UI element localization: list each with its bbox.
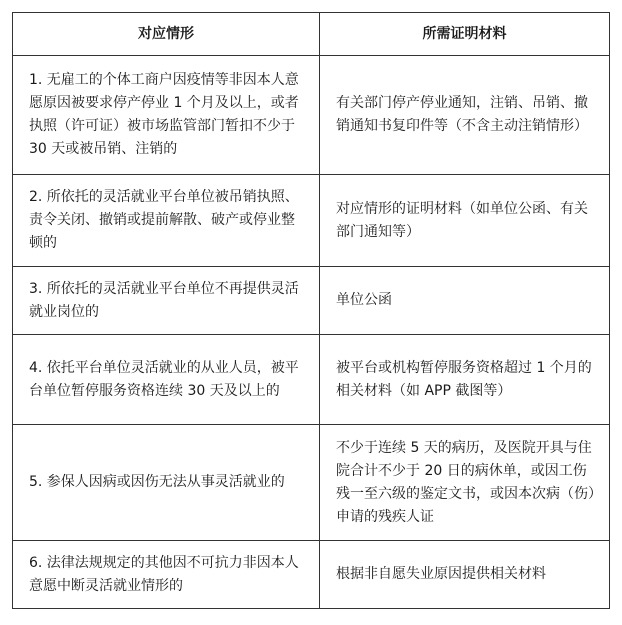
material-cell: 不少于连续 5 天的病历，及医院开具与住院合计不少于 20 日的病休单，或因工伤残一至六级的鉴定文书，或因本次病（伤）申请的残疾人证 xyxy=(320,425,610,541)
material-cell: 有关部门停产停业通知，注销、吊销、撤销通知书复印件等（不含主动注销情形） xyxy=(320,56,610,175)
material-cell: 对应情形的证明材料（如单位公函、有关部门通知等） xyxy=(320,175,610,267)
table-row xyxy=(13,175,610,267)
table-row xyxy=(13,267,610,335)
situation-cell: 5. 参保人因病或因伤无法从事灵活就业的 xyxy=(13,425,320,541)
header-material: 所需证明材料 xyxy=(320,13,610,56)
situation-cell: 2. 所依托的灵活就业平台单位被吊销执照、责令关闭、撤销或提前解散、破产或停业整顿的 xyxy=(13,175,320,267)
situation-cell: 1. 无雇工的个体工商户因疫情等非因本人意愿原因被要求停产停业 1 个月及以上，或者执照（许可证）被市场监管部门暂扣不少于 30 天或被吊销、注销的 xyxy=(13,56,320,175)
table-row xyxy=(13,541,610,609)
situation-cell: 3. 所依托的灵活就业平台单位不再提供灵活就业岗位的 xyxy=(13,267,320,335)
material-cell: 单位公函 xyxy=(320,267,610,335)
material-cell: 根据非自愿失业原因提供相关材料 xyxy=(320,541,610,609)
table-row xyxy=(13,335,610,425)
table-header-row xyxy=(13,13,610,56)
certification-table xyxy=(12,12,610,609)
situation-cell: 6. 法律法规规定的其他因不可抗力非因本人意愿中断灵活就业情形的 xyxy=(13,541,320,609)
header-situation: 对应情形 xyxy=(13,13,320,56)
material-cell: 被平台或机构暂停服务资格超过 1 个月的相关材料（如 APP 截图等） xyxy=(320,335,610,425)
table-row xyxy=(13,56,610,175)
table-row xyxy=(13,425,610,541)
situation-cell: 4. 依托平台单位灵活就业的从业人员，被平台单位暂停服务资格连续 30 天及以上的 xyxy=(13,335,320,425)
